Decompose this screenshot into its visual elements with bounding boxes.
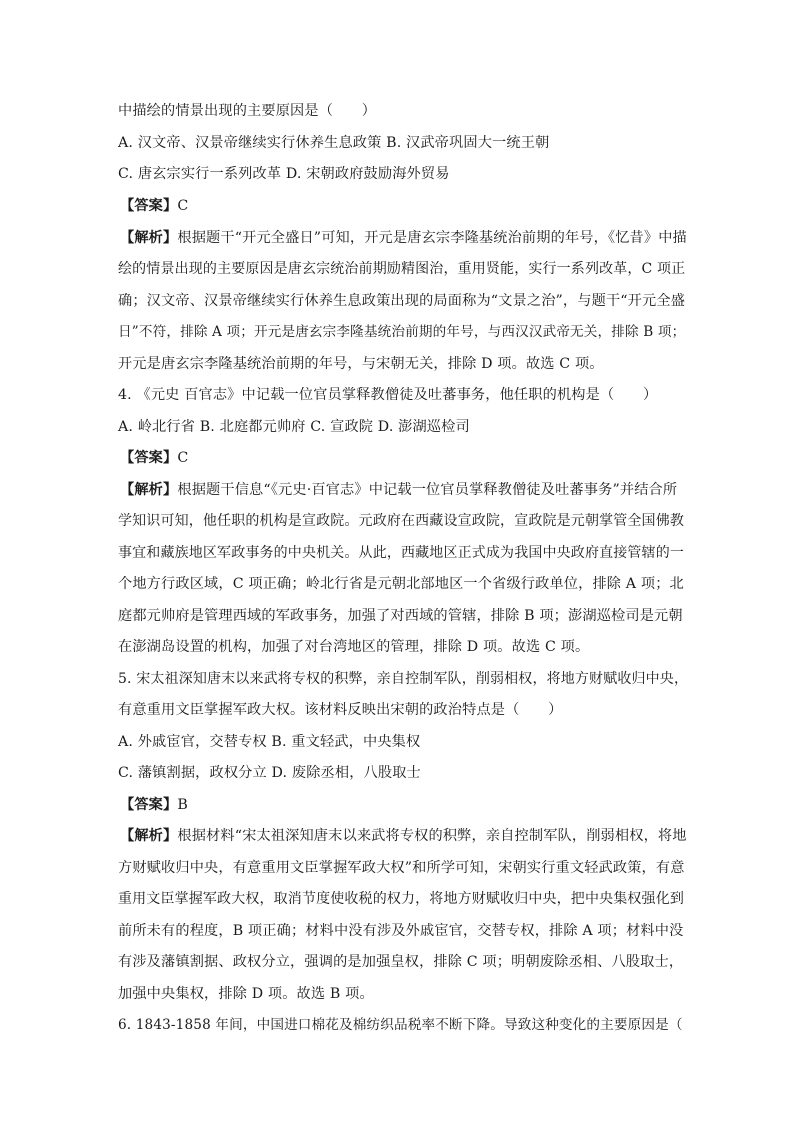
question-5-analysis-line: 方财赋收归中央，有意重用文臣掌握军政大权”和所学可知，宋朝实行重文轻武政策，有意 — [118, 860, 685, 876]
question-5-stem: 5. 宋太祖深知唐末以来武将专权的积弊，亲自控制军队，削弱相权，将地方财赋收归中央， — [118, 671, 689, 687]
question-4-answer — [120, 448, 690, 468]
question-5-answer — [120, 795, 690, 815]
question-3-analysis-line: 绘的情景出现的主要原因是唐玄宗统治前期励精图治，重用贤能，实行一系列改革，C 项正 — [118, 261, 686, 277]
question-3-analysis-line: 日”不符，排除 A 项；开元是唐玄宗李隆基统治前期的年号，与西汉汉武帝无关，排除 B 项； — [118, 324, 686, 340]
question-5-stem: 有意重用文臣掌握军政大权。该材料反映出宋朝的政治特点是（ ） — [118, 702, 563, 718]
question-4-analysis-line: 在澎湖岛设置的机构，加强了对台湾地区的管理，排除 D 项。故选 C 项。 — [118, 639, 590, 655]
analysis-text: 根据题干信息“《元史·百官志》中记载一位官员掌释教僧徒及吐蕃事务”并结合所 — [177, 482, 678, 498]
question-5-options-cd: C. 藩镇割据，政权分立 D. 废除丞相，八股取士 — [118, 765, 421, 781]
question-4-analysis-line: 事宜和藏族地区军政事务的中央机关。从此，西藏地区正式成为我国中央政府直接管辖的一 — [118, 545, 684, 561]
analysis-tag: 【解析】 — [120, 230, 178, 246]
question-3-analysis-line: 开元是唐玄宗李隆基统治前期的年号，与宋朝无关，排除 D 项。故选 C 项。 — [118, 356, 604, 372]
question-4-analysis-line: 庭都元帅府是管理西域的军政事务，加强了对西域的管辖，排除 B 项；澎湖巡检司是元朝 — [118, 608, 683, 624]
question-4-options: A. 岭北行省 B. 北庭都元帅府 C. 宣政院 D. 澎湖巡检司 — [118, 419, 470, 435]
analysis-text: 根据材料“宋太祖深知唐末以来武将专权的积弊，亲自控制军队，削弱相权，将地 — [177, 828, 687, 844]
answer-tag: 【答案】 — [120, 797, 178, 813]
question-3-options-ab: A. 汉文帝、汉景帝继续实行休养生息政策 B. 汉武帝巩固大一统王朝 — [118, 135, 550, 151]
question-3-answer — [120, 196, 690, 216]
question-5-analysis-line — [120, 826, 690, 846]
analysis-tag: 【解析】 — [120, 828, 178, 844]
question-4-stem: 4. 《元史 百官志》中记载一位官员掌释教僧徒及吐蕃事务，他任职的机构是（ ） — [118, 387, 658, 403]
answer-tag: 【答案】 — [120, 198, 178, 214]
question-3-analysis-line: 确；汉文帝、汉景帝继续实行休养生息政策出现的局面称为“文景之治”，与题干“开元全盛 — [118, 293, 686, 309]
question-5-options-ab: A. 外戚宦官，交替专权 B. 重文轻武，中央集权 — [118, 734, 421, 750]
answer-value: B — [177, 797, 188, 813]
question-3-analysis-line — [120, 228, 690, 248]
question-6-stem: 6. 1843-1858 年间，中国进口棉花及棉纺织品税率不断下降。导致这种变化的主要原因是（ — [118, 1017, 683, 1033]
question-5-analysis-line: 重用文臣掌握军政大权，取消节度使收税的权力，将地方财赋收归中央，把中央集权强化到 — [118, 891, 684, 907]
question-4-analysis-line: 个地方行政区域，C 项正确；岭北行省是元朝北部地区一个省级行政单位，排除 A 项；北 — [118, 576, 684, 592]
question-4-analysis-line: 学知识可知，他任职的机构是宣政院。元政府在西藏设宣政院，宣政院是元朝掌管全国佛教 — [118, 513, 684, 529]
analysis-tag: 【解析】 — [120, 482, 178, 498]
answer-value: C — [177, 198, 189, 214]
question-5-analysis-line: 有涉及藩镇割据、政权分立，强调的是加强皇权，排除 C 项；明朝废除丞相、八股取士， — [118, 954, 684, 970]
question-3-options-cd: C. 唐玄宗实行一系列改革 D. 宋朝政府鼓励海外贸易 — [118, 166, 450, 182]
question-3-stem-tail: 中描绘的情景出现的主要原因是（ ） — [118, 103, 377, 119]
question-5-analysis-line: 加强中央集权，排除 D 项。故选 B 项。 — [118, 986, 374, 1002]
question-5-analysis-line: 前所未有的程度，B 项正确；材料中没有涉及外戚宦官，交替专权，排除 A 项；材料中没 — [118, 923, 684, 939]
answer-value: C — [177, 450, 189, 466]
answer-tag: 【答案】 — [120, 450, 178, 466]
question-4-analysis-line — [120, 480, 690, 500]
analysis-text: 根据题干“开元全盛日”可知，开元是唐玄宗李隆基统治前期的年号，《忆昔》中描 — [177, 230, 687, 246]
